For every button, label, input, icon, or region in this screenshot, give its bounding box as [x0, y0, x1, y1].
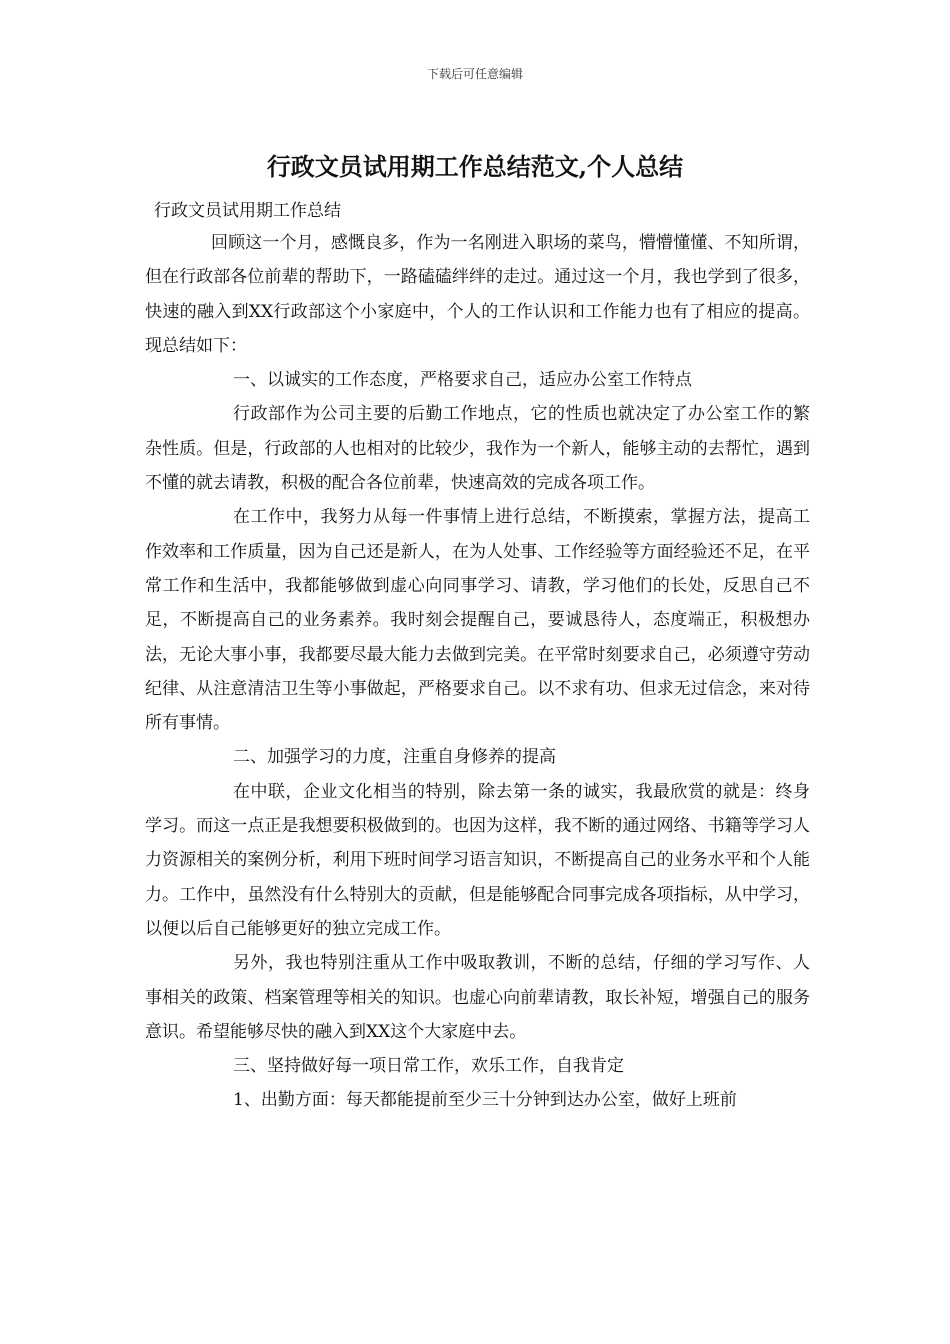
paragraph-intro: 回顾这一个月，感慨良多，作为一名刚进入职场的菜鸟，懵懵懂懂、不知所谓，但在行政部各位前辈的帮助下，一路磕磕绊绊的走过。通过这一个月，我也学到了很多，快速的融入到XX行政部这个小家庭中，个人的工作认识和工作能力也有了相应的提高。现总结如下：	[145, 233, 810, 356]
paragraph-section-2-continued: 另外，我也特别注重从工作中吸取教训，不断的总结，仔细的学习写作、人事相关的政策、档案管理等相关的知识。也虚心向前辈请教，取长补短，增强自己的服务意识。希望能够尽快的融入到XX这个大家庭中去。	[145, 953, 810, 1042]
header-note: 下载后可任意编辑	[426, 67, 523, 81]
paragraph-attendance: 1、出勤方面：每天都能提前至少三十分钟到达办公室，做好上班前	[233, 1090, 737, 1111]
paragraph-section-1-continued: 在工作中，我努力从每一件事情上进行总结，不断摸索，掌握方法，提高工作效率和工作质量，因为自己还是新人，在为人处事、工作经验等方面经验还不足，在平常工作和生活中，我都能够做到虚心向同事学习、请教，学习他们的长处，反思自己不足，不断提高自己的业务素养。我时刻会提醒自己，要诚恳待人，态度端正，积极想办法，无论大事小事，我都要尽最大能力去做到完美。在平常时刻要求自己，必须遵守劳动纪律、从注意清洁卫生等小事做起，严格要求自己。以不求有功、但求无过信念，来对待所有事情。	[145, 507, 810, 734]
section-heading-2: 二、加强学习的力度，注重自身修养的提高	[233, 747, 556, 768]
section-heading-3: 三、坚持做好每一项日常工作，欢乐工作，自我肯定	[233, 1056, 624, 1077]
document-body	[145, 226, 810, 1118]
paragraph-section-2: 在中联，企业文化相当的特别，除去第一条的诚实，我最欣赏的就是：终身学习。而这一点正是我想要积极做到的。也因为这样，我不断的通过网络、书籍等学习人力资源相关的案例分析，利用下班时间学习语言知识，不断提高自己的业务水平和个人能力。工作中，虽然没有什么特别大的贡献，但是能够配合同事完成各项指标，从中学习，以便以后自己能够更好的独立完成工作。	[145, 781, 810, 939]
paragraph-section-1: 行政部作为公司主要的后勤工作地点，它的性质也就决定了办公室工作的繁杂性质。但是，行政部的人也相对的比较少，我作为一个新人，能够主动的去帮忙，遇到不懂的就去请教，积极的配合各位前辈，快速高效的完成各项工作。	[145, 404, 810, 494]
section-heading-1: 一、以诚实的工作态度，严格要求自己，适应办公室工作特点	[233, 370, 692, 391]
document-title: 行政文员试用期工作总结范文,个人总结	[266, 152, 684, 181]
document-subtitle: 行政文员试用期工作总结	[154, 201, 341, 221]
